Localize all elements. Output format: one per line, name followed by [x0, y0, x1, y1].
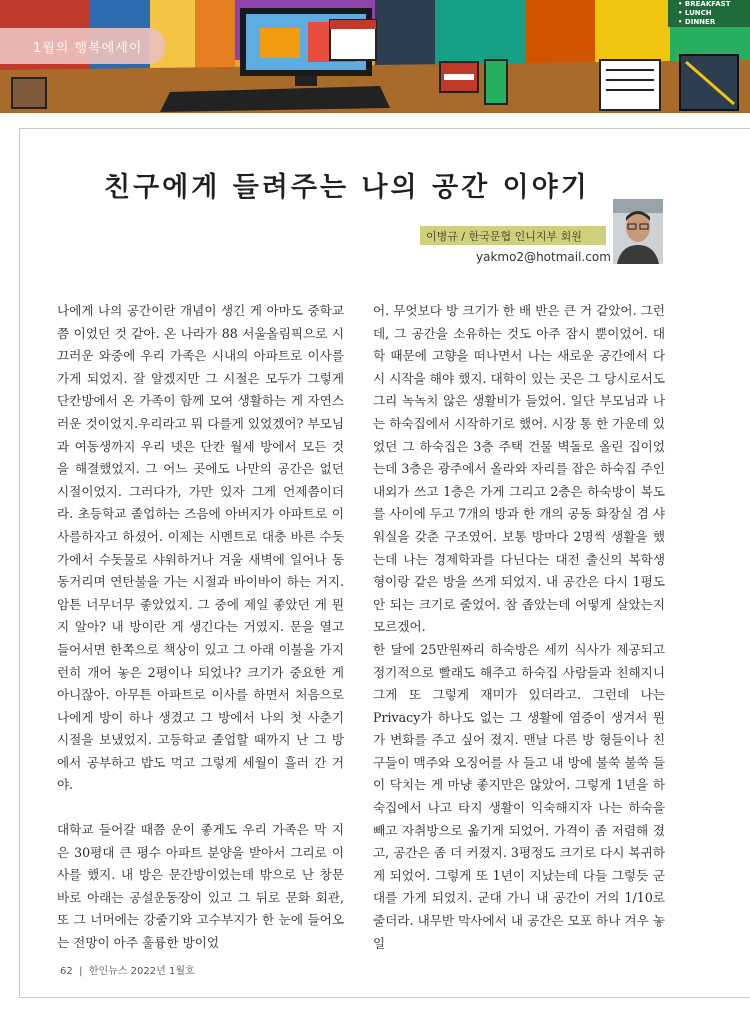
article-column-left	[57, 300, 344, 955]
menu-board	[668, 0, 750, 27]
author-name: 이병규 / 한국문협 인니지부 회원	[426, 230, 582, 243]
article-paragraph: 어. 무엇보다 방 크기가 한 배 반은 큰 거 같았어. 그런데, 그 공간을 소유하는 것도 아주 잠시 뿐이었어. 대학 때문에 고향을 떠나면서 나는 새로운 공간에서 다시 시작을 해야 했지. 대학이 있는 곳은 그 당시로서도 그리 녹녹치 않은 생활비가 들었어. 일단 부모님과 나는 하숙집에서 시작하기로 했어. 시장 통 한 가운데 있었던 그 하숙집은 3층 주택 건물 벽돌로 올린 집이었는데 3층은 광주에서 올라와 자리를 잡은 하숙집 주인 내외가 쓰고 1층은 가게 그리고 2층은 하숙방이 복도를 사이에 두고 7개의 방과 한 개의 공동 화장실 겸 샤워실을 갖춘 구조였어. 보통 방마다 2명씩 생활을 했는데 나는 경제학과를 다닌다는 대전 출신의 복학생 형이랑 같은 방을 쓰게 되었지. 내 공간은 다시 1평도 안 되는 크기로 줄었어. 참 좁았는데 어떻게 살았는지 모르겠어.	[373, 303, 665, 635]
article-paragraph: 한 달에 25만원짜리 하숙방은 세끼 식사가 제공되고 정기적으로 빨래도 해주고 하숙집 사람들과 친해지니 그게 또 그렇게 재미가 있더라고. 그런데 나는 Privacy가 하나도 없는 그 생활에 염증이 생겨서 뭔가 변화를 주고 싶어 졌지. 맨날 다른 방 형들이나 친구들이 맥주와 오징어를 사 들고 내 방에 불쑥 불쑥 들이 닥치는 게 마냥 좋지만은 않았어. 그렇게 1년을 하숙집에서 나고 타지 생활이 익숙해지자 나는 하숙을 빼고 자취방으로 옮기게 되었어. 가격이 좀 저렴해 졌고, 공간은 좀 더 커졌지. 3평정도 크기로 다시 복귀하게 되었어. 그렇게 또 1년이 지났는데 다들 그렇듯 군대를 가게 되었지. 군대 가니 내 공간이 거의 1/10로 줄더라. 내무반 막사에서 내 공간은 모포 하나 겨우 놓일	[373, 641, 665, 951]
article-title: 친구에게 들려주는 나의 공간 이야기	[104, 172, 590, 203]
page-footer	[60, 962, 195, 977]
publication-name: 한인뉴스 2022년 1월호	[88, 966, 195, 977]
section-label-tab	[0, 28, 165, 64]
author-byline	[420, 226, 606, 245]
menu-item: • BREAKFAST	[678, 0, 731, 8]
header-illustration	[0, 0, 750, 113]
page-number: 62	[60, 966, 73, 977]
author-email: yakmo2@hotmail.com	[476, 250, 611, 264]
portrait-image	[613, 199, 663, 264]
menu-item: • DINNER	[678, 18, 716, 26]
article-column-right	[373, 300, 665, 955]
menu-item: • LUNCH	[678, 9, 712, 17]
footer-divider: |	[75, 966, 86, 977]
section-label: 1월의 행복에세이	[33, 40, 143, 56]
author-photo	[613, 199, 663, 264]
article-paragraph: 나에게 나의 공간이란 개념이 생긴 게 아마도 중학교쯤 이었던 것 같아. 온 나라가 88 서울올림픽으로 시끄러운 와중에 우리 가족은 시내의 아파트로 이사를 가게 되었지. 잘 알겠지만 그 시절은 모두가 그렇게 단칸방에서 온 가족이 함께 모여 생활하는 게 자연스러운 것이었지.우리라고 뭐 다를게 있었겠어? 부모님과 여동생까지 우리 넷은 단칸 월세 방에서 모든 것을 해결했었지. 그 어느 곳에도 나만의 공간은 없던 시절이었지. 그러다가, 가만 있자 그게 언제쯤이더라. 초등학교 졸업하는 즈음에 아버지가 아파트로 이사를하자고 하셨어. 이제는 시멘트로 대충 바른 수돗가에서 수돗물로 샤워하거나 겨울 새벽에 일어나 동동거리며 연탄불을 가는 시절과 바이바이 하는 거지. 암튼 너무너무 좋았었지. 그 중에 제일 좋았던 게 뭔지 알아? 내 방이란 게 생긴다는 거였지. 문을 열고 들어서면 한쪽으로 책상이 있고 그 아래 이불을 가지런히 개어 놓은 2평이나 되었나? 크기가 중요한 게 아니잖아. 아무튼 아파트로 이사를 하면서 처음으로 나에게 방이 하나 생겼고 그 방에서 나의 첫 사춘기 시절을 보냈었지. 고등학교 졸업할 때까지 난 그 방에서 공부하고 밥도 먹고 그렇게 세월이 흘러 간 거야.	[57, 303, 344, 793]
article-paragraph: 대학교 들어갈 때쯤 운이 좋게도 우리 가족은 막 지은 30평대 큰 평수 아파트 분양을 받아서 그리로 이사를 했지. 내 방은 문간방이었는데 밖으로 난 창문 바로 아래는 공설운동장이 있고 그 뒤로 문화 회관, 또 그 너머에는 강줄기와 고수부지가 한 눈에 들어오는 전망이 아주 훌륭한 방이었	[57, 822, 344, 951]
mug-shape	[12, 78, 46, 108]
